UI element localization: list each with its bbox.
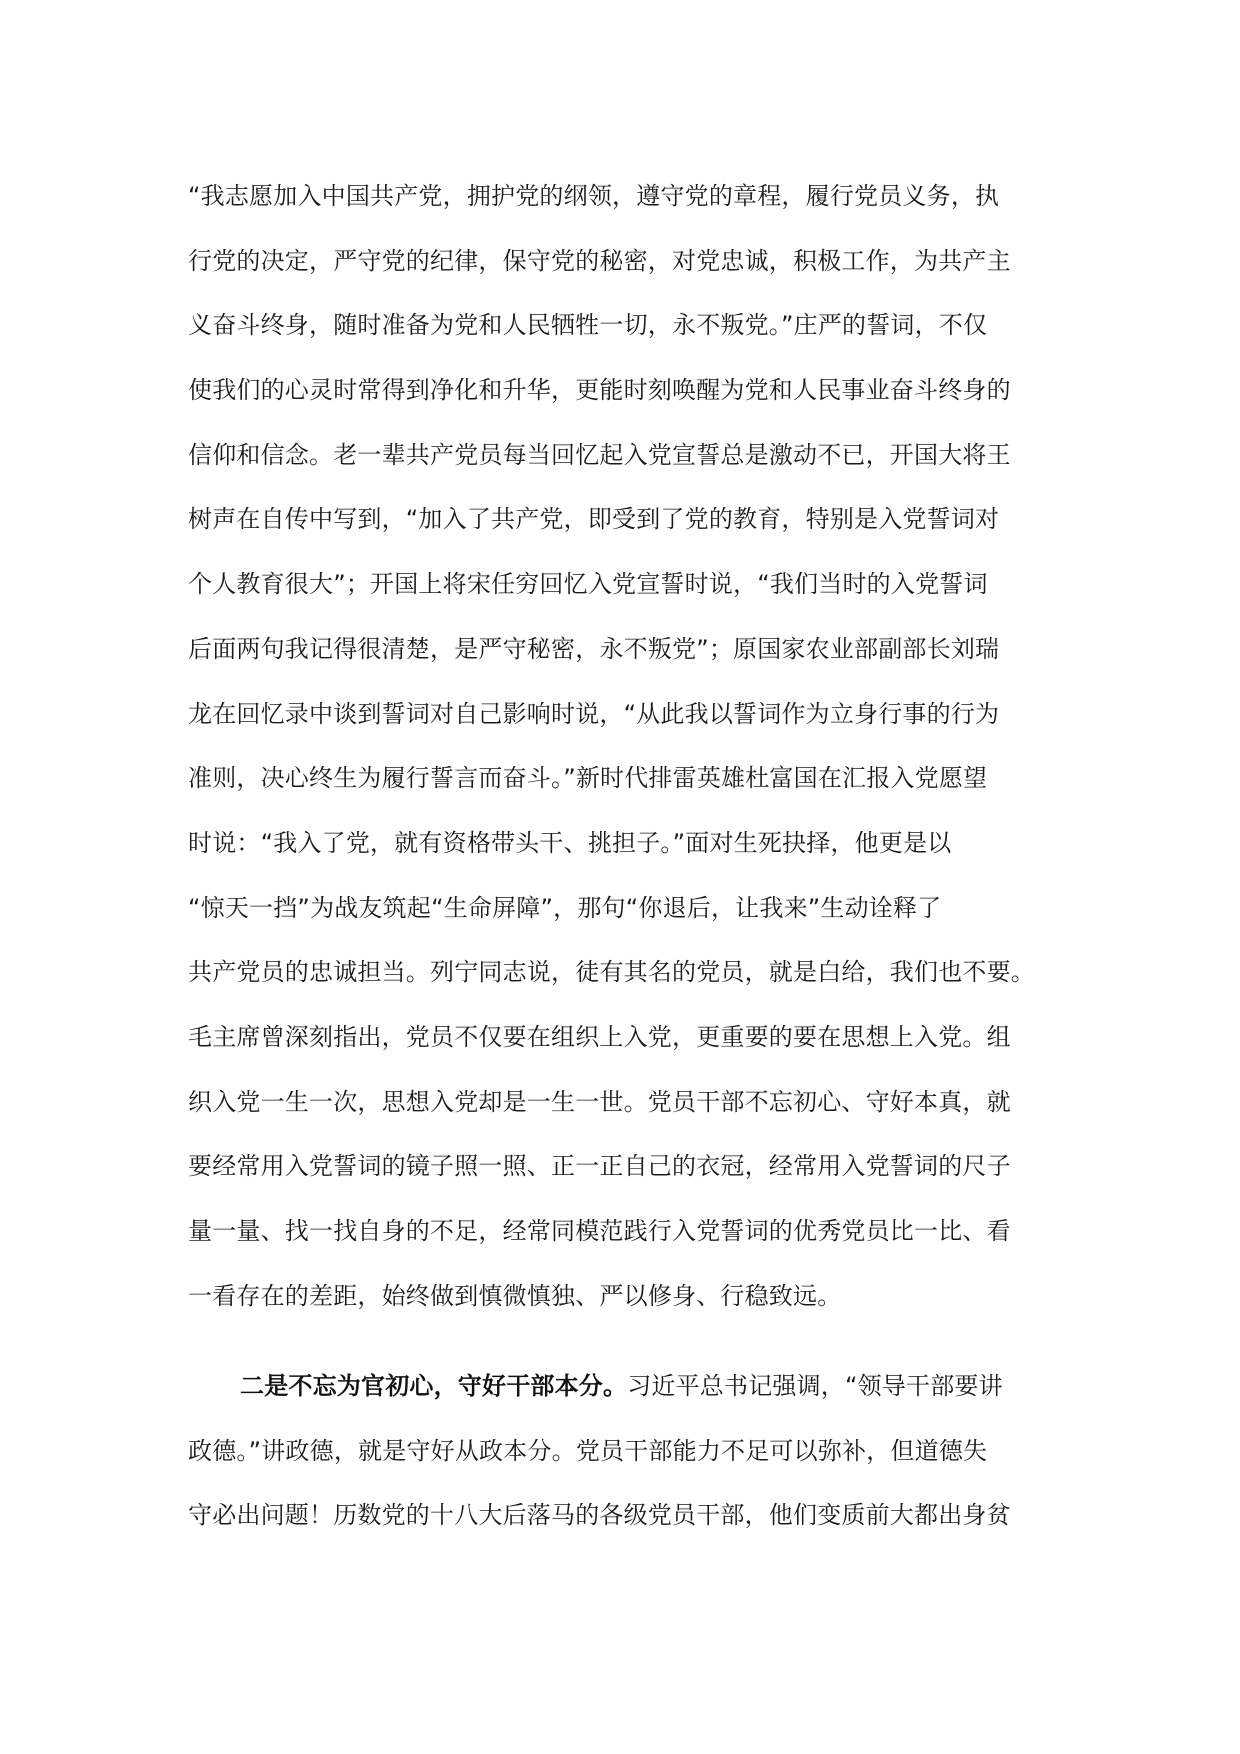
text-line: 守必出问题！历数党的十八大后落马的各级党员干部，他们变质前大都出身贫: [188, 1501, 1011, 1530]
text-line: 龙在回忆录中谈到誓词对自己影响时说，“从此我以誓词作为立身行事的行为: [188, 699, 1000, 728]
text-line: 量一量、找一找自身的不足，经常同模范践行入党誓词的优秀党员比一比、看: [188, 1217, 1011, 1245]
text-line: 织入党一生一次，思想入党却是一生一世。党员干部不忘初心、守好本真，就: [188, 1087, 1011, 1116]
text-line: 个人教育很大”；开国上将宋任穷回忆入党宣誓时说，“我们当时的入党誓词: [188, 570, 988, 599]
text-line: 政德。”讲政德，就是守好从政本分。党员干部能力不足可以弥补，但道德失: [188, 1436, 988, 1465]
text-line: 一看存在的差距，始终做到慎微慎独、严以修身、行稳致远。: [188, 1281, 842, 1310]
text-line: 义奋斗终身，随时准备为党和人民牺牲一切，永不叛党。”庄严的誓词，不仅: [188, 311, 988, 340]
paragraph-official-duty: [188, 1354, 1068, 1548]
text-line-first: [188, 1354, 1068, 1419]
text-line: “惊天一挡”为战友筑起“生命屏障”，那句“你退后，让我来”生动诠释了: [188, 893, 942, 922]
text-line: 毛主席曾深刻指出，党员不仅要在组织上入党，更重要的要在思想上入党。组: [188, 1022, 1011, 1051]
text-line: 树声在自传中写到，“加入了共产党，即受到了党的教育，特别是入党誓词对: [188, 505, 1000, 534]
text-line: 使我们的心灵时常得到净化和升华，更能时刻唤醒为党和人民事业奋斗终身的: [188, 376, 1011, 405]
text-line: “我志愿加入中国共产党，拥护党的纲领，遵守党的章程，履行党员义务，执: [188, 182, 1000, 210]
text-line: 时说：“我入了党，就有资格带头干、挑担子。”面对生死抉择，他更是以: [188, 828, 952, 857]
text-line: 信仰和信念。老一辈共产党员每当回忆起入党宣誓总是激动不已，开国大将王: [188, 440, 1011, 469]
paragraph-oath: [188, 164, 1068, 1328]
text-line: 共产党员的忠诚担当。列宁同志说，徒有其名的党员，就是白给，我们也不要。: [188, 958, 1035, 987]
text-line: 行党的决定，严守党的纪律，保守党的秘密，对党忠诚，积极工作，为共产主: [188, 246, 1011, 275]
text-line: 后面两句我记得很清楚，是严守秘密，永不叛党”；原国家农业部副部长刘瑞: [188, 634, 1000, 663]
text-line: 准则，决心终生为履行誓言而奋斗。”新时代排雷英雄杜富国在汇报入党愿望: [188, 764, 988, 793]
text-line: 要经常用入党誓词的镜子照一照、正一正自己的衣冠，经常用入党誓词的尺子: [188, 1152, 1011, 1181]
paragraph-lead-rest: 习近平总书记强调，“领导干部要讲: [627, 1372, 1003, 1400]
paragraph-lead-heading: 二是不忘为官初心，守好干部本分。: [240, 1372, 628, 1400]
